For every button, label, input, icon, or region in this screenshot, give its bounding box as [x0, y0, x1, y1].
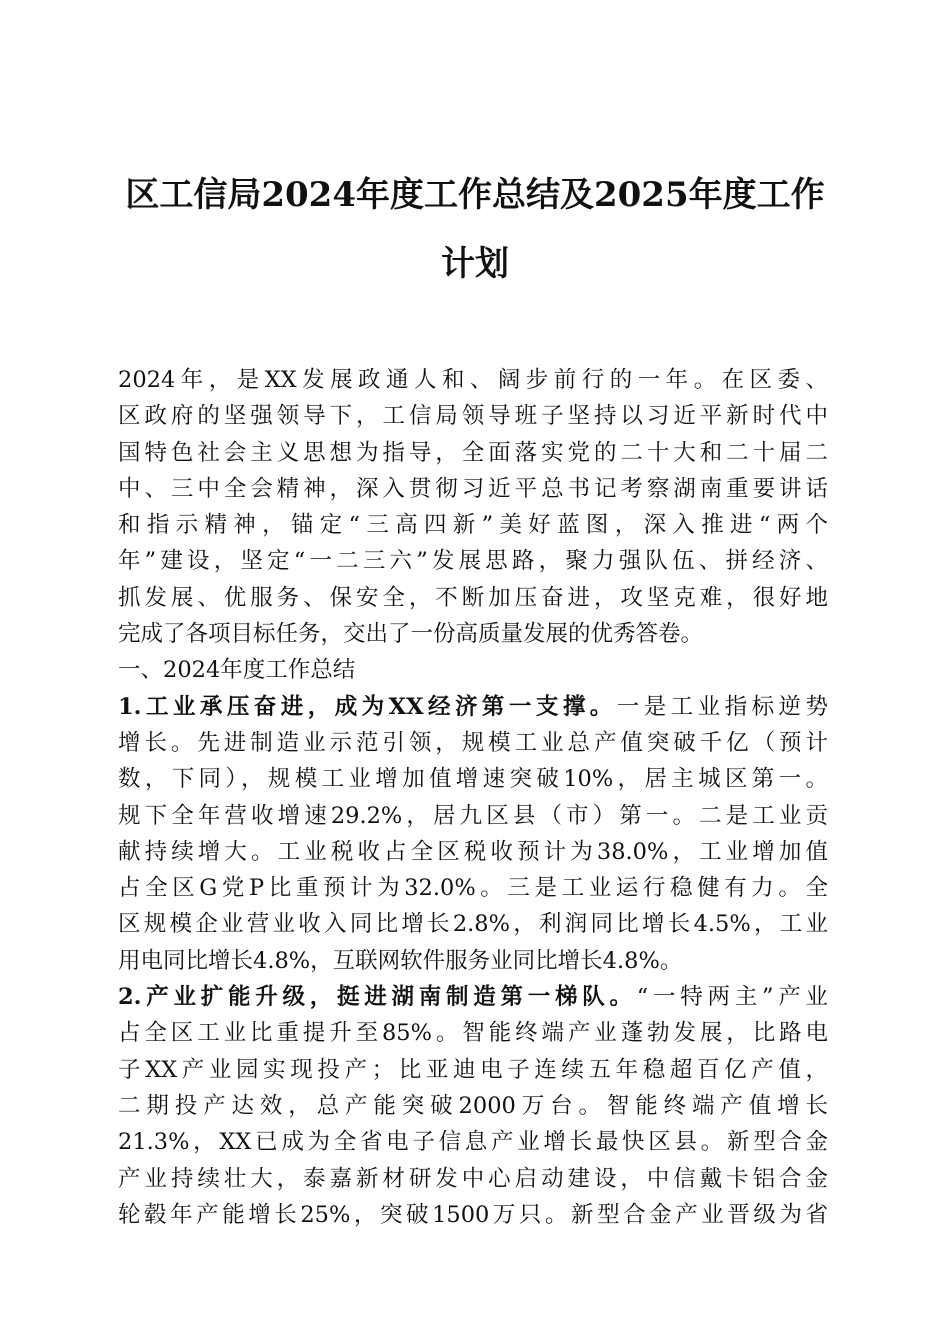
body-line-text: 抓发展、优服务、保安全，不断加压奋进，攻坚克难，很好地 — [118, 584, 828, 611]
body-line — [118, 906, 828, 942]
body-line — [118, 435, 828, 471]
body-line — [118, 471, 828, 507]
body-line-text: 2024年，是XX发展政通人和、阔步前行的一年。在区委、 — [118, 367, 828, 393]
body-line-text: 完成了各项目标任务，交出了一份高质量发展的优秀答卷。 — [118, 621, 704, 648]
body-line — [118, 834, 828, 870]
body-line-text: 占全区工业比重提升至85%。智能终端产业蓬勃发展，比路电 — [118, 1020, 828, 1047]
body-line — [118, 1197, 828, 1233]
body-line-text: 中、三中全会精神，深入贯彻习近平总书记考察湖南重要讲话 — [118, 475, 828, 502]
document-title-line-1: 区工信局2024年度工作总结及2025年度工作 — [125, 175, 825, 215]
body-line — [118, 979, 828, 1015]
body-line-text: 规下全年营收增速29.2%，居九区县（市）第一。二是工业贡 — [118, 802, 828, 829]
body-line-text: 区规模企业营业收入同比增长2.8%，利润同比增长4.5%，工业 — [118, 911, 828, 938]
body-line-text: 子XX产业园实现投产；比亚迪电子连续五年稳超百亿产值， — [118, 1056, 828, 1083]
body-line — [118, 1088, 828, 1124]
body-line — [118, 1124, 828, 1160]
body-line-text: 轮毂年产能增长25%，突破1500万只。新型合金产业晋级为省 — [118, 1201, 828, 1228]
body-line — [118, 725, 828, 761]
body-line-text: 二期投产达效，总产能突破2000万台。智能终端产值增长 — [118, 1092, 828, 1119]
body-line — [118, 543, 828, 579]
body-line — [118, 652, 828, 688]
body-line — [118, 1161, 828, 1197]
document-body — [118, 362, 828, 1233]
body-line — [118, 398, 828, 434]
body-line — [118, 761, 828, 797]
body-line — [118, 870, 828, 906]
body-line — [118, 362, 828, 398]
body-line — [118, 1052, 828, 1088]
section-heading-bold: 1.工业承压奋进，成为XX经济第一支撑。 — [118, 693, 617, 720]
body-line-text: 产业持续壮大，泰嘉新材研发中心启动建设，中信戴卡铝合金 — [118, 1165, 828, 1192]
body-line-text: 一、2024年度工作总结 — [118, 657, 356, 684]
body-line — [118, 943, 828, 979]
body-line-text: 国特色社会主义思想为指导，全面落实党的二十大和二十届二 — [118, 439, 828, 466]
body-line-text: 献持续增大。工业税收占全区税收预计为38.0%，工业增加值 — [118, 838, 828, 865]
body-line-text: 用电同比增长4.8%，互联网软件服务业同比增长4.8%。 — [118, 947, 683, 974]
body-line-text: 一是工业指标逆势 — [616, 693, 828, 720]
body-line-text: 年”建设，坚定“一二三六”发展思路，聚力强队伍、拼经济、 — [118, 548, 828, 575]
body-line — [118, 689, 828, 725]
body-line-text: 数，下同），规模工业增加值增速突破10%，居主城区第一。 — [118, 766, 828, 793]
section-heading-bold: 2.产业扩能升级，挺进湖南制造第一梯队。 — [118, 984, 637, 1011]
body-line-text: 区政府的坚强领导下，工信局领导班子坚持以习近平新时代中 — [118, 403, 828, 430]
body-line — [118, 507, 828, 543]
body-line-text: 21.3%，XX已成为全省电子信息产业增长最快区县。新型合金 — [118, 1129, 828, 1156]
document-title-line-2: 计划 — [441, 244, 509, 284]
body-line-text: “一特两主”产业 — [636, 984, 828, 1011]
body-line — [118, 580, 828, 616]
body-line — [118, 616, 828, 652]
body-line-text: 增长。先进制造业示范引领，规模工业总产值突破千亿（预计 — [118, 729, 828, 756]
body-line-text: 占全区G党P比重预计为32.0%。三是工业运行稳健有力。全 — [118, 875, 828, 902]
body-line — [118, 798, 828, 834]
body-line — [118, 1015, 828, 1051]
body-line-text: 和指示精神，锚定“三高四新”美好蓝图，深入推进“两个 — [118, 512, 828, 539]
